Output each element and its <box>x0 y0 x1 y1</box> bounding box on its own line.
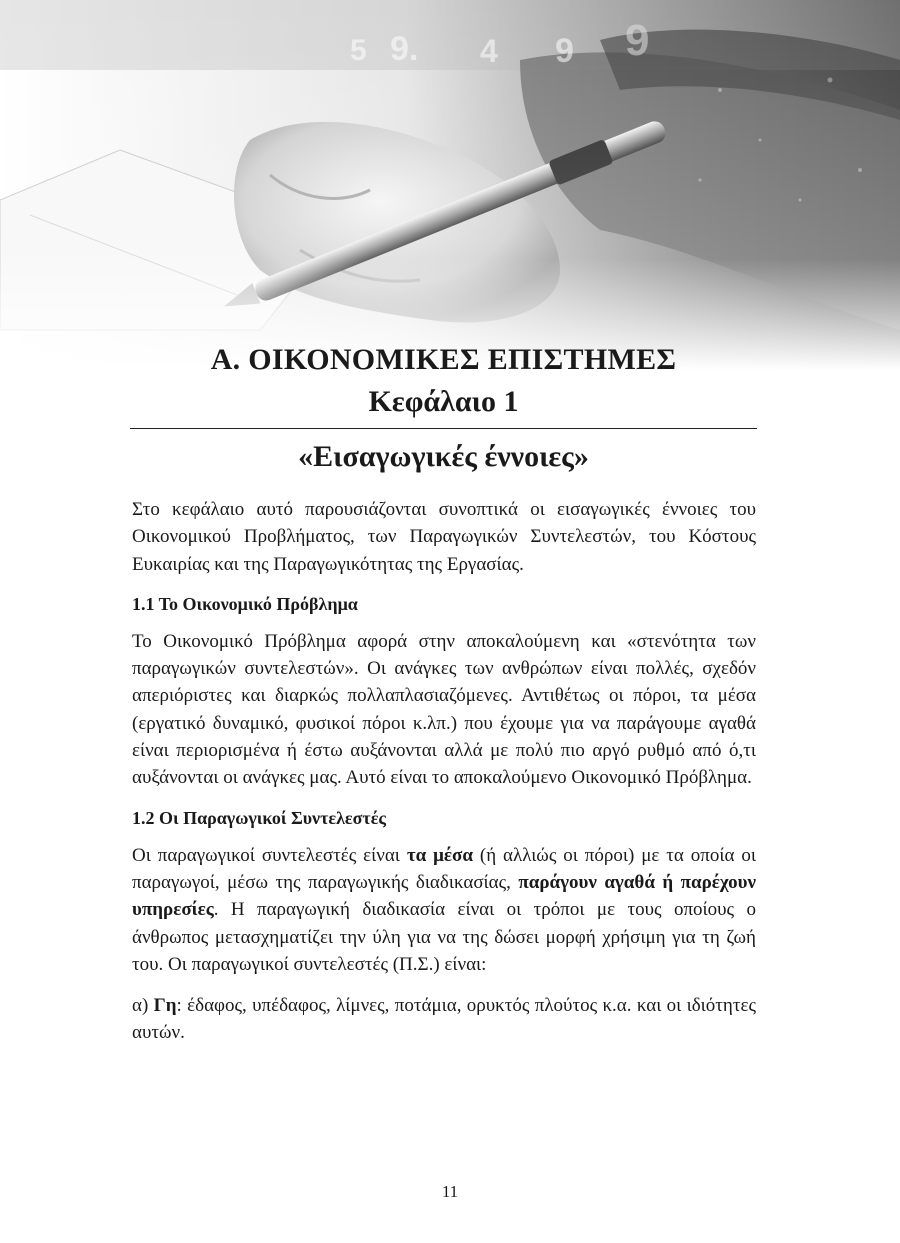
list-marker: α) <box>132 995 154 1017</box>
bold-term: Γη <box>153 995 177 1017</box>
part-title: Α. ΟΙΚΟΝΟΜΙΚΕΣ ΕΠΙΣΤΗΜΕΣ <box>210 343 677 376</box>
page-body <box>132 496 756 1047</box>
section-heading: 1.2 Οι Παραγωγικοί Συντελεστές <box>132 807 386 828</box>
bold-term: παράγουν αγαθά ή παρέχουν υπηρεσίες <box>132 871 756 921</box>
text-run: (ή αλλιώς οι πόροι) με τα οποία οι παραγωγοί, μέσω της παραγωγικής διαδικασίας, <box>132 844 756 893</box>
text-run: Οι παραγωγικοί συντελεστές είναι <box>132 844 407 866</box>
chapter-title-block <box>130 340 757 477</box>
intro-paragraph: Στο κεφάλαιο αυτό παρουσιάζονται συνοπτικά οι εισαγωγικές έννοιες του Οικονομικού Προβλήματος, των Παραγωγικών Συντελεστών, του Κόστους Ευκαιρίας και της Παραγωγικότητας της Εργασίας. <box>132 499 756 575</box>
chapter-title: Κεφάλαιο 1 <box>130 382 757 429</box>
text-run: : έδαφος, υπέδαφος, λίμνες, ποτάμια, ορυκτός πλούτος κ.α. και οι ιδιότητες αυτών. <box>132 995 756 1044</box>
chapter-subtitle: «Εισαγωγικές έννοιες» <box>298 440 589 473</box>
section-paragraph: Το Οικονομικό Πρόβλημα αφορά στην αποκαλούμενη και «στενότητα των παραγωγικών συντελεστών». Οι ανάγκες των ανθρώπων είναι πολλές, σχεδόν απεριόριστες και διαρκώς πολλαπλασιαζόμενες. Αντιθέτως οι πόροι, τα μέσα (εργατικό δυναμικό, φυσικοί πόροι κ.λπ.) που έχουμε για να παράγουμε αγαθά είναι περιορισμένα ή έστω αυξάνονται αλλά με πολύ πιο αργό ρυθμό από ό,τι αυξάνονται οι ανάγκες μας. Αυτό είναι το αποκαλούμενο Οικονομικό Πρόβλημα. <box>132 630 756 789</box>
list-item <box>132 992 756 1047</box>
header-photo <box>0 0 900 370</box>
text-run: . Η παραγωγική διαδικασία είναι οι τρόποι με τους οποίους ο άνθρωπος μετασχηματίζει την ύλη για να της δώσει μορφή χρήσιμη για τη ζωή του. Οι παραγωγικοί συντελεστές (Π.Σ.) είναι: <box>132 899 756 975</box>
section-paragraph <box>132 842 756 978</box>
section-heading: 1.1 Το Οικονομικό Πρόβλημα <box>132 593 358 614</box>
pen-writing-photo-icon <box>0 0 900 370</box>
page-number: 11 <box>441 1182 459 1201</box>
bold-term: τα μέσα <box>406 844 473 866</box>
